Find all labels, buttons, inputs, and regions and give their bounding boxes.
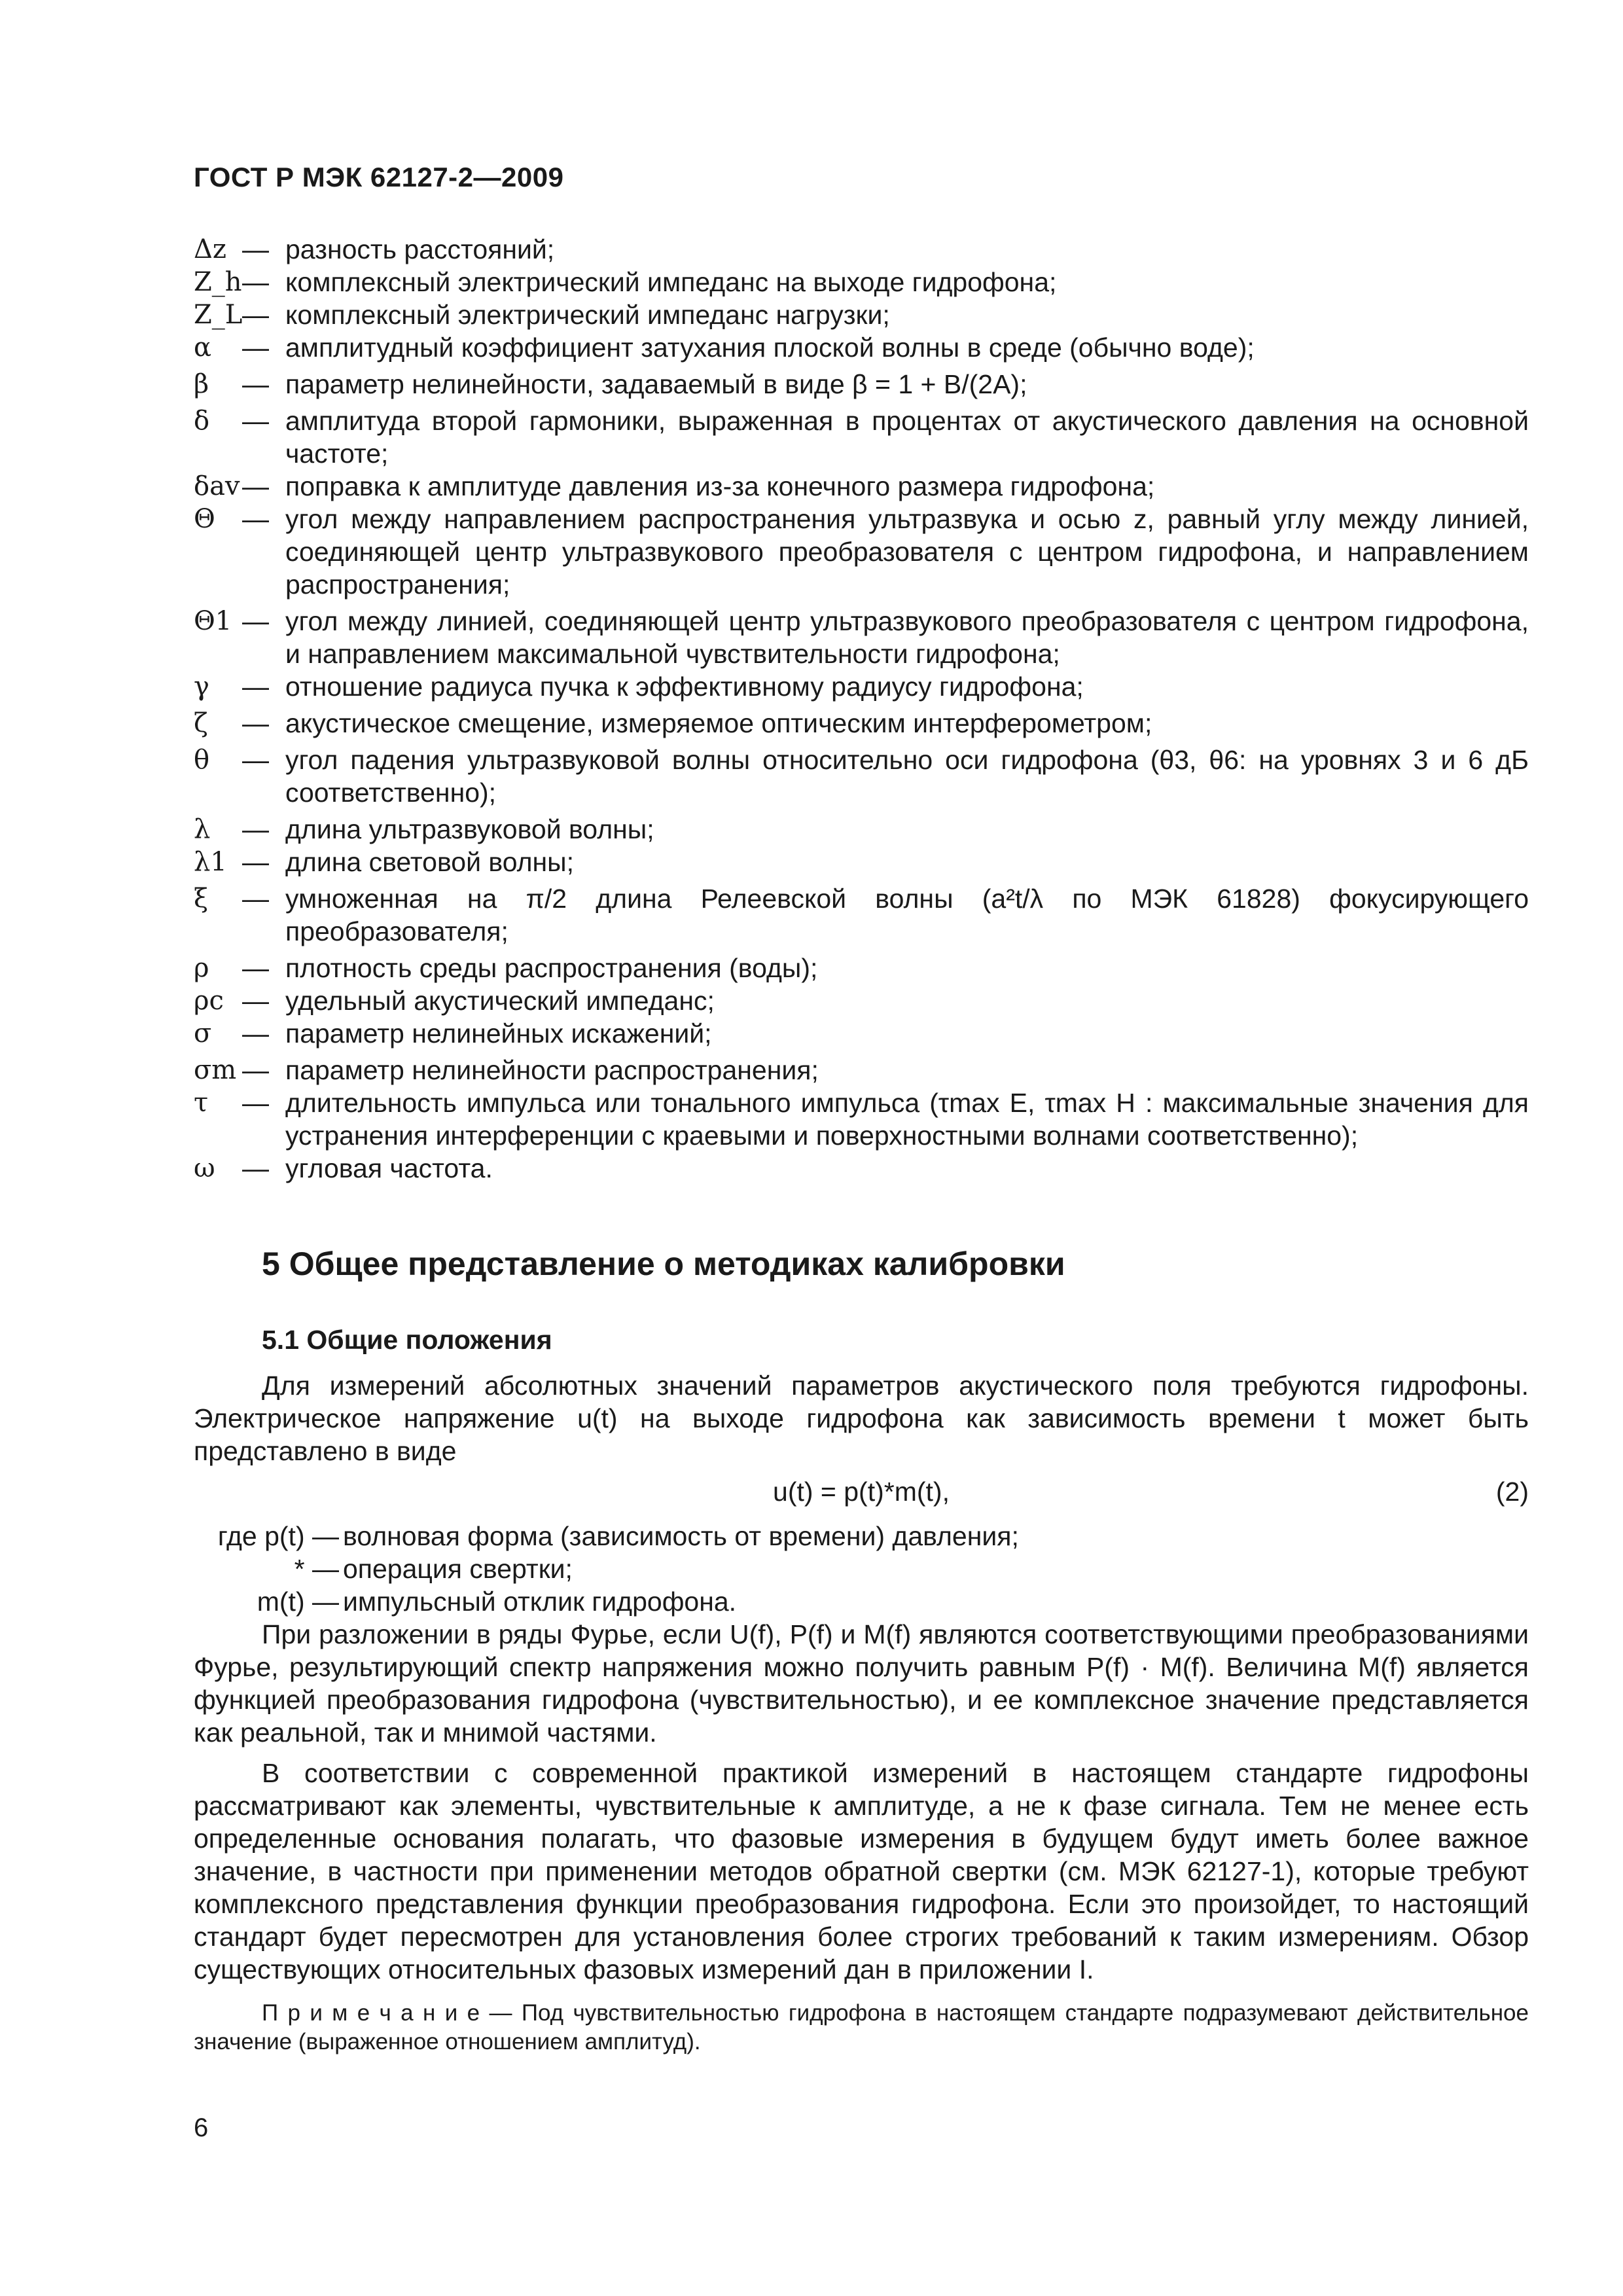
definition-item	[194, 846, 1529, 878]
document-header: ГОСТ Р МЭК 62127-2—2009	[194, 162, 564, 192]
definition-text: длина ультразвуковой волны;	[285, 814, 654, 844]
definition-text: комплексный электрический импеданс на выходе гидрофона;	[285, 267, 1057, 297]
definition-item	[194, 503, 1529, 601]
definition-item	[194, 298, 1529, 331]
definition-text: разность расстояний;	[285, 234, 555, 264]
definition-text: угол между направлением распространения ультразвука и осью z, равный углу между линией, соединяющей центр ультразвукового преобразователя с центром гидрофона, и направлением распространения;	[285, 504, 1529, 600]
definition-symbol: α	[194, 332, 212, 363]
definition-dash: —	[242, 1088, 269, 1118]
definition-symbol: λ1	[194, 847, 227, 877]
definition-item	[194, 952, 1529, 984]
definition-text: параметр нелинейности, задаваемый в виде β = 1 + B/(2A);	[285, 369, 1027, 399]
definition-dash: —	[242, 1153, 269, 1183]
section-body	[194, 1369, 1529, 2079]
definition-text: комплексный электрический импеданс нагрузки;	[285, 300, 890, 330]
definition-item	[194, 1152, 1529, 1185]
definition-symbol: ζ	[194, 708, 208, 738]
definition-symbol: ξ	[194, 884, 209, 914]
definition-symbol: Θ1	[194, 606, 232, 636]
where-item	[194, 1552, 1529, 1585]
definition-item	[194, 984, 1529, 1017]
symbol-definitions-list	[194, 233, 1529, 1185]
definition-symbol: Z_h	[194, 267, 242, 297]
where-text: импульсный отклик гидрофона.	[343, 1587, 737, 1617]
where-item	[194, 1520, 1529, 1552]
definition-dash: —	[242, 708, 269, 738]
definition-item	[194, 266, 1529, 298]
definition-text: амплитуда второй гармоники, выраженная в процентах от акустического давления на основной частоте;	[285, 406, 1529, 469]
definition-symbol: γ	[194, 672, 209, 702]
definition-text: длительность импульса или тонального импульса (τmax E, τmax H : максимальные значения для устранения интерференции с краевыми и поверхностными волнами соответственно);	[285, 1088, 1529, 1151]
definition-dash: —	[242, 406, 269, 436]
definition-symbol: ρc	[194, 986, 224, 1016]
definition-dash: —	[242, 847, 269, 877]
definition-dash: —	[242, 504, 269, 534]
definition-text: угловая частота.	[285, 1153, 493, 1183]
definition-symbol: τ	[194, 1088, 209, 1118]
definition-item	[194, 470, 1529, 503]
definition-symbol: β	[194, 369, 209, 399]
definition-symbol: ρ	[194, 953, 209, 983]
definition-symbol: λ	[194, 814, 211, 844]
definition-text: плотность среды распространения (воды);	[285, 953, 818, 983]
where-text: волновая форма (зависимость от времени) давления;	[343, 1521, 1019, 1551]
definition-symbol: θ	[194, 745, 210, 775]
definition-item	[194, 670, 1529, 703]
definition-text: параметр нелинейных искажений;	[285, 1018, 712, 1049]
where-symbol: m(t) —	[257, 1587, 339, 1617]
definition-symbol: σm	[194, 1055, 237, 1085]
definition-item	[194, 368, 1529, 401]
definition-dash: —	[242, 606, 269, 636]
definition-symbol: Θ	[194, 504, 215, 534]
note: П р и м е ч а н и е — Под чувствительностью гидрофона в настоящем стандарте подразумевают действительное значение (выраженное отношением амплитуд).	[194, 2000, 1529, 2054]
formula	[194, 1475, 1529, 1513]
definition-dash: —	[242, 369, 269, 399]
definition-text: угол между линией, соединяющей центр ультразвукового преобразователя с центром гидрофона, и направлением максимальной чувствительности гидрофона;	[285, 606, 1529, 669]
paragraph: При разложении в ряды Фурье, если U(f), P(f) и M(f) являются соответствующими преобразованиями Фурье, результирующий спектр напряжения можно получить равным P(f) · M(f). Величина M(f) является функцией преобразования гидрофона (чувствительностью), и ее комплексное значение представляется как реальной, так и мнимой частями.	[194, 1619, 1529, 1748]
page-number: 6	[194, 2113, 209, 2142]
definition-text: умноженная на π/2 длина Релеевской волны (a²t/λ по МЭК 61828) фокусирующего преобразователя;	[285, 884, 1529, 946]
definition-item	[194, 1017, 1529, 1050]
definition-text: параметр нелинейности распространения;	[285, 1055, 819, 1085]
definition-item	[194, 404, 1529, 470]
definition-dash: —	[242, 672, 269, 702]
paragraph: В соответствии с современной практикой измерений в настоящем стандарте гидрофоны рассматривают как элементы, чувствительные к амплитуде, а не к фазе сигнала. Тем не менее есть определенные основания полагать, что фазовые измерения в будущем будут иметь более важное значение, в частности при применении методов обратной свертки (см. МЭК 62127-1), которые требуют комплексного представления функции преобразования гидрофона. Если это произойдет, то настоящий стандарт будет пересмотрен для установления более строгих требований к таким измерениям. Обзор существующих относительных фазовых измерений дан в приложении I.	[194, 1758, 1529, 1984]
definition-dash: —	[242, 471, 269, 501]
definition-symbol: δav	[194, 471, 240, 501]
definition-dash: —	[242, 234, 269, 264]
section-title: 5 Общее представление о методиках калибровки	[262, 1246, 1065, 1282]
definition-item	[194, 1086, 1529, 1152]
formula-expression: u(t) = p(t)*m(t),	[773, 1477, 950, 1507]
definition-item	[194, 882, 1529, 948]
definition-dash: —	[242, 884, 269, 914]
definition-dash: —	[242, 1055, 269, 1085]
definition-item	[194, 1054, 1529, 1086]
where-text: операция свертки;	[343, 1554, 573, 1584]
definition-dash: —	[242, 745, 269, 775]
definition-text: акустическое смещение, измеряемое оптическим интерферометром;	[285, 708, 1152, 738]
definition-dash: —	[242, 1018, 269, 1049]
where-symbol: где p(t) —	[217, 1521, 339, 1551]
definition-symbol: Δz	[194, 234, 226, 264]
subsection-title: 5.1 Общие положения	[262, 1325, 552, 1355]
definition-dash: —	[242, 332, 269, 363]
paragraph: Для измерений абсолютных значений параметров акустического поля требуются гидрофоны. Электрическое напряжение u(t) на выходе гидрофона как зависимость времени t может быть представлено в виде	[194, 1371, 1529, 1466]
definition-item	[194, 813, 1529, 846]
definition-text: угол падения ультразвуковой волны относительно оси гидрофона (θ3, θ6: на уровнях 3 и 6 дБ соответственно);	[285, 745, 1529, 808]
definition-symbol: σ	[194, 1018, 212, 1049]
definition-item	[194, 605, 1529, 670]
definition-item	[194, 744, 1529, 809]
definition-text: поправка к амплитуде давления из-за конечного размера гидрофона;	[285, 471, 1155, 501]
formula-number: (2)	[1495, 1477, 1529, 1507]
where-item	[194, 1585, 1529, 1618]
definition-item	[194, 233, 1529, 266]
definition-item	[194, 707, 1529, 740]
definition-dash: —	[242, 986, 269, 1016]
definition-symbol: ω	[194, 1153, 215, 1183]
definition-symbol: Z_L	[194, 300, 243, 330]
definition-dash: —	[242, 953, 269, 983]
definition-text: амплитудный коэффициент затухания плоской волны в среде (обычно воде);	[285, 332, 1255, 363]
definition-symbol: δ	[194, 406, 210, 436]
definition-item	[194, 331, 1529, 364]
definition-text: удельный акустический импеданс;	[285, 986, 715, 1016]
definition-dash: —	[242, 814, 269, 844]
definition-text: отношение радиуса пучка к эффективному радиусу гидрофона;	[285, 672, 1084, 702]
definition-dash: —	[242, 267, 269, 297]
definition-dash: —	[242, 300, 269, 330]
definition-text: длина световой волны;	[285, 847, 575, 877]
where-symbol: * —	[294, 1554, 339, 1584]
